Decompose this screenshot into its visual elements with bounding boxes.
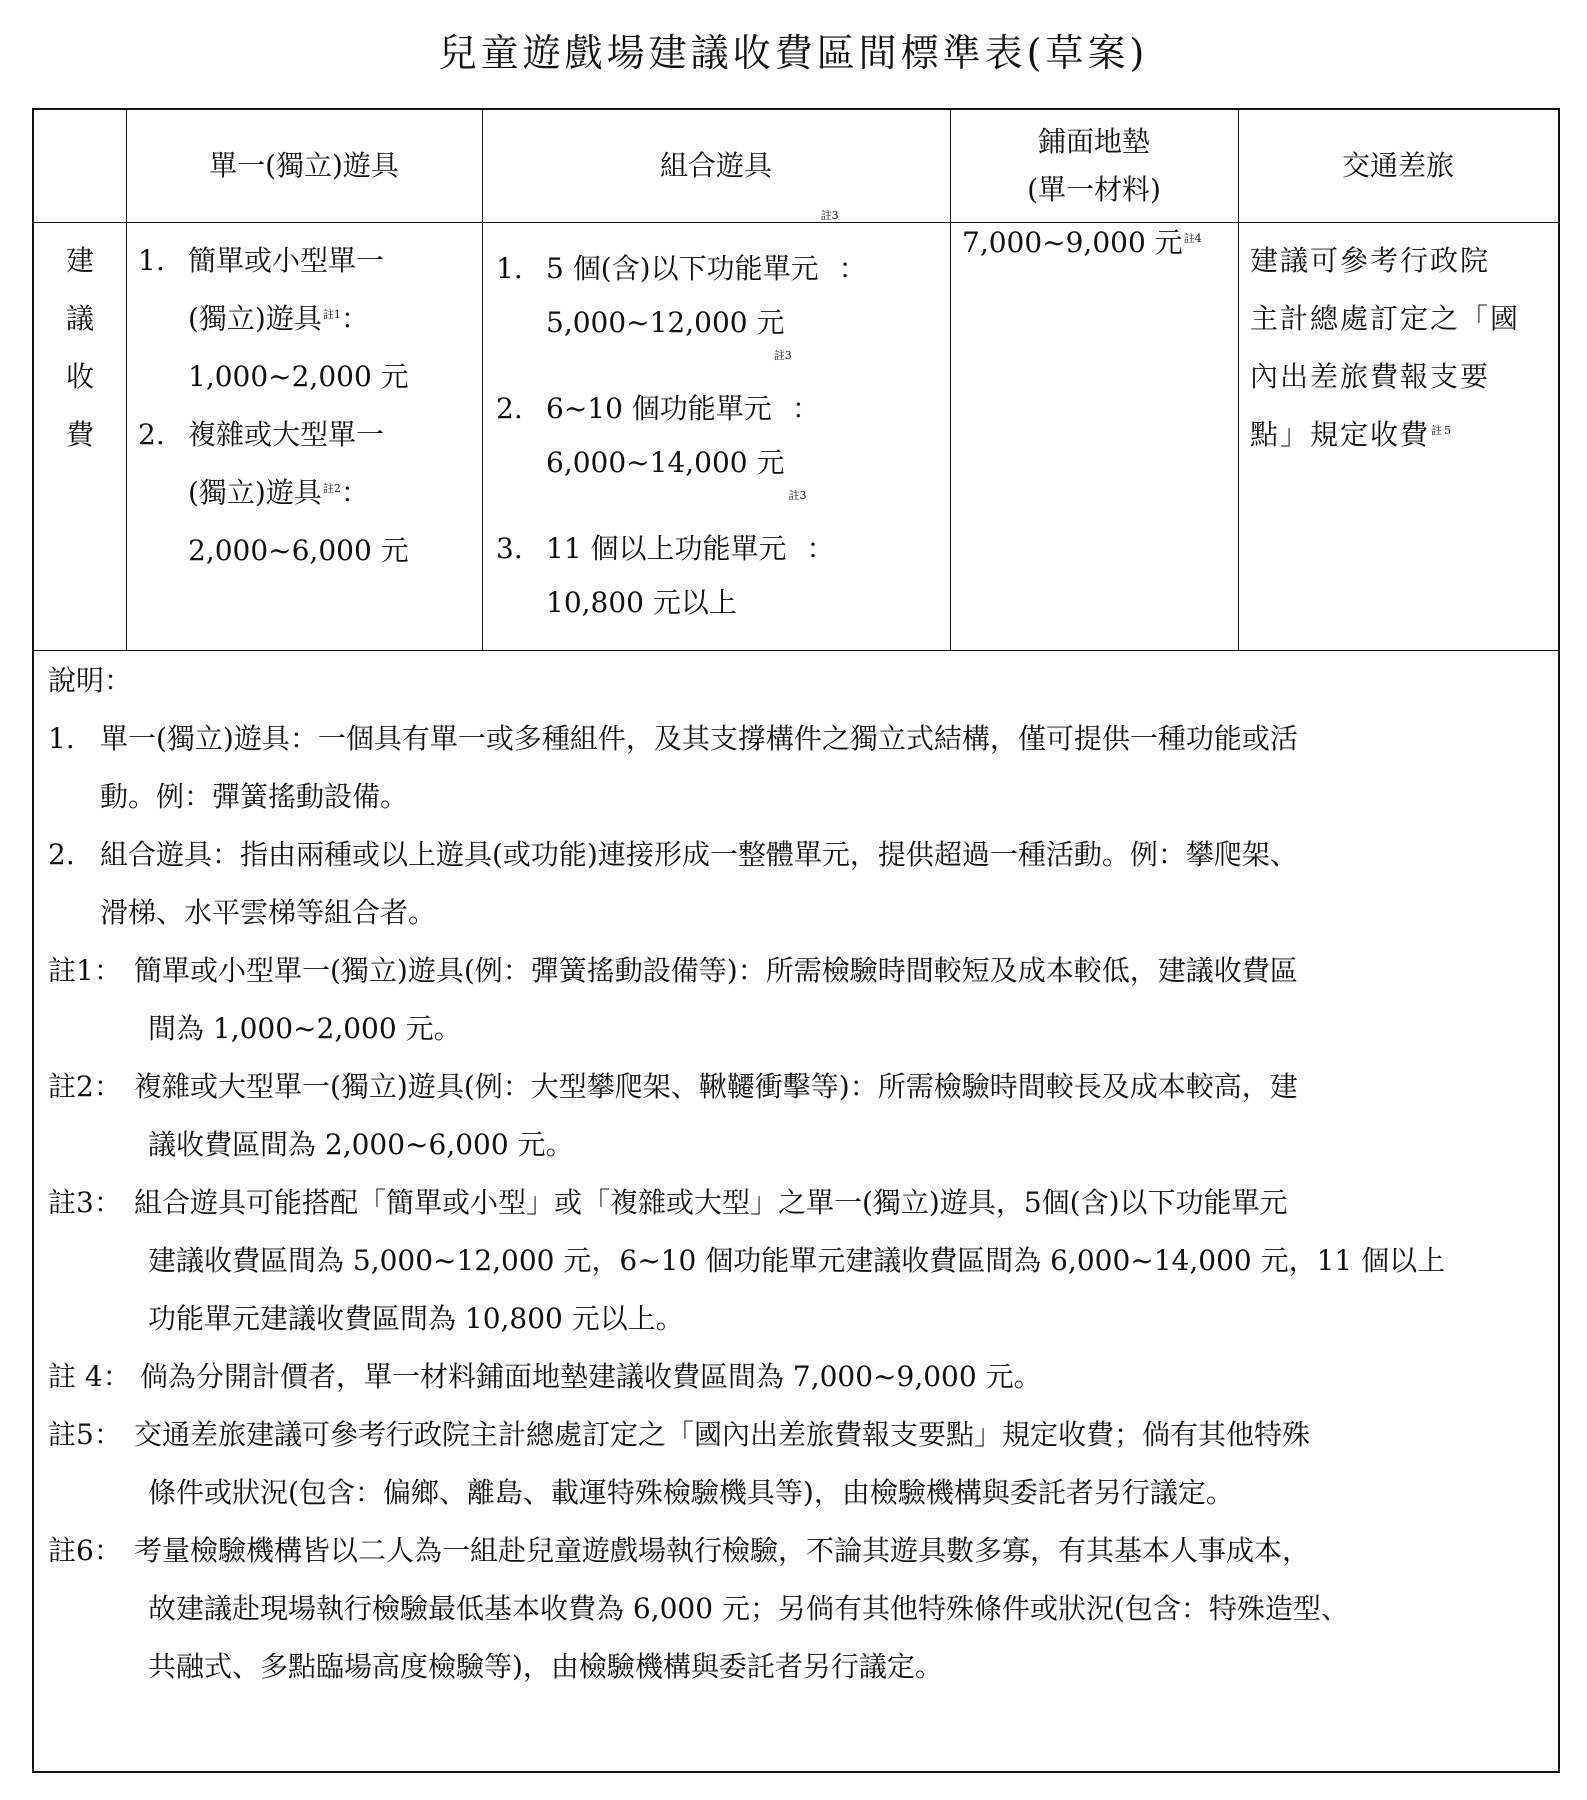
item-text: 複雜或大型單一 xyxy=(188,418,385,451)
note-text: 間為 1,000~2,000 元。 xyxy=(148,1012,462,1045)
row-label-char: 收 xyxy=(65,360,94,393)
item-price: 5,000~12,000 元 xyxy=(546,306,785,339)
item-text: 5 個(含)以下功能單元 xyxy=(546,252,819,285)
note-text: 組合遊具：指由兩種或以上遊具(或功能)連接形成一整體單元，提供超過一種活動。例：攀爬架、 xyxy=(100,838,1298,871)
list-item xyxy=(138,232,478,290)
list-item xyxy=(138,406,478,464)
item-colon: ： xyxy=(806,532,835,565)
note-ref: 註3 xyxy=(773,349,792,362)
header-single-label: 單一(獨立)遊具 xyxy=(209,149,399,182)
note-label: 1. xyxy=(48,722,75,755)
item-number: 2. xyxy=(138,418,165,451)
header-floor xyxy=(950,110,1238,222)
item-text: 11 個以上功能單元 xyxy=(546,532,787,565)
note-label: 註2： xyxy=(48,1070,122,1103)
travel-line: 建議可參考行政院 xyxy=(1250,244,1491,277)
note-fn1 xyxy=(48,942,1548,1058)
item-colon: ： xyxy=(340,302,369,335)
note-ref: 註2 xyxy=(322,481,341,495)
travel-line xyxy=(1250,406,1554,464)
fee-table xyxy=(32,108,1560,1773)
item-price: 6,000~14,000 元 xyxy=(546,446,785,479)
item-price: 2,000~6,000 元 xyxy=(188,534,409,567)
note-ref: 註4 xyxy=(1183,231,1202,245)
note-label: 註5： xyxy=(48,1418,122,1451)
header-travel-label: 交通差旅 xyxy=(1341,149,1454,182)
travel-line: 主計總處訂定之「國 xyxy=(1250,302,1521,335)
header-single xyxy=(126,110,482,222)
page-title: 兒童遊戲場建議收費區間標準表(草案) xyxy=(438,31,1149,75)
header-combo xyxy=(482,110,950,222)
item-colon: ： xyxy=(340,476,369,509)
combo-cell xyxy=(496,209,946,630)
item-number: 1. xyxy=(138,244,165,277)
note-ref: 註5 xyxy=(1431,423,1454,437)
note-fn6 xyxy=(48,1522,1548,1696)
item-number: 3. xyxy=(496,532,523,565)
row-label-char: 費 xyxy=(65,418,94,451)
item-text: 6~10 個功能單元 xyxy=(546,392,772,425)
note-label: 註3： xyxy=(48,1186,122,1219)
item-text: (獨立)遊具 xyxy=(188,476,322,509)
header-floor-line1: 鋪面地墊 xyxy=(1037,125,1150,158)
notes-heading: 說明： xyxy=(48,664,133,697)
note-fn3 xyxy=(48,1174,1548,1348)
note-label: 2. xyxy=(48,838,75,871)
header-travel xyxy=(1238,110,1558,222)
list-item xyxy=(496,349,946,436)
item-price: 10,800 元以上 xyxy=(546,586,737,619)
item-line xyxy=(138,290,478,348)
note-text: 滑梯、水平雲梯等組合者。 xyxy=(100,896,437,929)
note-text: 共融式、多點臨場高度檢驗等)，由檢驗機構與委託者另行議定。 xyxy=(148,1650,943,1683)
item-line xyxy=(138,464,478,522)
note-text: 倘為分開計價者，單一材料鋪面地墊建議收費區間為 7,000~9,000 元。 xyxy=(140,1360,1042,1393)
note-1 xyxy=(48,710,1548,826)
item-price: 1,000~2,000 元 xyxy=(188,360,409,393)
header-floor-line2: (單一材料) xyxy=(1027,173,1161,206)
floor-cell xyxy=(962,218,1234,268)
note-text: 議收費區間為 2,000~6,000 元。 xyxy=(148,1128,574,1161)
note-text: 建議收費區間為 5,000~12,000 元，6~10 個功能單元建議收費區間為 6,000~14,000 元，11 個以上 xyxy=(148,1244,1446,1277)
header-combo-label: 組合遊具 xyxy=(659,149,772,182)
floor-price: 7,000~9,000 元 xyxy=(962,226,1183,259)
note-ref: 註3 xyxy=(788,489,807,502)
single-cell xyxy=(138,232,478,580)
item-number: 2. xyxy=(496,392,523,425)
item-colon: ： xyxy=(838,252,867,285)
note-text: 交通差旅建議可參考行政院主計總處訂定之「國內出差旅費報支要點」規定收費；倘有其他特殊 xyxy=(134,1418,1311,1451)
notes-section xyxy=(48,652,1548,1696)
item-text: 簡單或小型單一 xyxy=(188,244,385,277)
note-fn2 xyxy=(48,1058,1548,1174)
note-label: 註 4： xyxy=(48,1360,131,1393)
travel-text: 點」規定收費 xyxy=(1250,418,1431,451)
note-label: 註1： xyxy=(48,954,122,987)
note-text: 功能單元建議收費區間為 10,800 元以上。 xyxy=(148,1302,684,1335)
note-ref: 註3 xyxy=(820,209,839,222)
note-text: 條件或狀況(包含：偏鄉、離島、載運特殊檢驗機具等)，由檢驗機構與委託者另行議定。 xyxy=(148,1476,1234,1509)
item-text: (獨立)遊具 xyxy=(188,302,322,335)
note-fn4 xyxy=(48,1348,1548,1406)
row-label-char: 建 xyxy=(65,244,94,277)
item-colon: ： xyxy=(791,392,820,425)
note-fn5 xyxy=(48,1406,1548,1522)
body-divider xyxy=(34,650,1558,651)
item-number: 1. xyxy=(496,252,523,285)
header-divider xyxy=(34,222,1558,223)
note-text: 單一(獨立)遊具：一個具有單一或多種組件，及其支撐構件之獨立式結構，僅可提供一種功能或活 xyxy=(100,722,1298,755)
note-label: 註6： xyxy=(48,1534,122,1567)
note-text: 故建議赴現場執行檢驗最低基本收費為 6,000 元；另倘有其他特殊條件或狀況(包含：特殊造型、 xyxy=(148,1592,1349,1625)
travel-line: 內出差旅費報支要 xyxy=(1250,360,1491,393)
note-ref: 註1 xyxy=(322,307,341,321)
row-label-char: 議 xyxy=(65,302,94,335)
list-item xyxy=(496,489,946,576)
note-text: 考量檢驗機構皆以二人為一組赴兒童遊戲場執行檢驗，不論其遊具數多寡，有其基本人事成本， xyxy=(134,1534,1311,1567)
note-text: 簡單或小型單一(獨立)遊具(例：彈簧搖動設備等)：所需檢驗時間較短及成本較低，建議收費區 xyxy=(134,954,1298,987)
travel-cell xyxy=(1250,232,1554,464)
note-text: 複雜或大型單一(獨立)遊具(例：大型攀爬架、鞦韆衝擊等)：所需檢驗時間較長及成本較高，建 xyxy=(134,1070,1298,1103)
note-text: 動。例：彈簧搖動設備。 xyxy=(100,780,409,813)
row-label xyxy=(34,232,126,464)
note-2 xyxy=(48,826,1548,942)
note-text: 組合遊具可能搭配「簡單或小型」或「複雜或大型」之單一(獨立)遊具，5個(含)以下功能單元 xyxy=(134,1186,1288,1219)
list-item xyxy=(496,209,946,296)
